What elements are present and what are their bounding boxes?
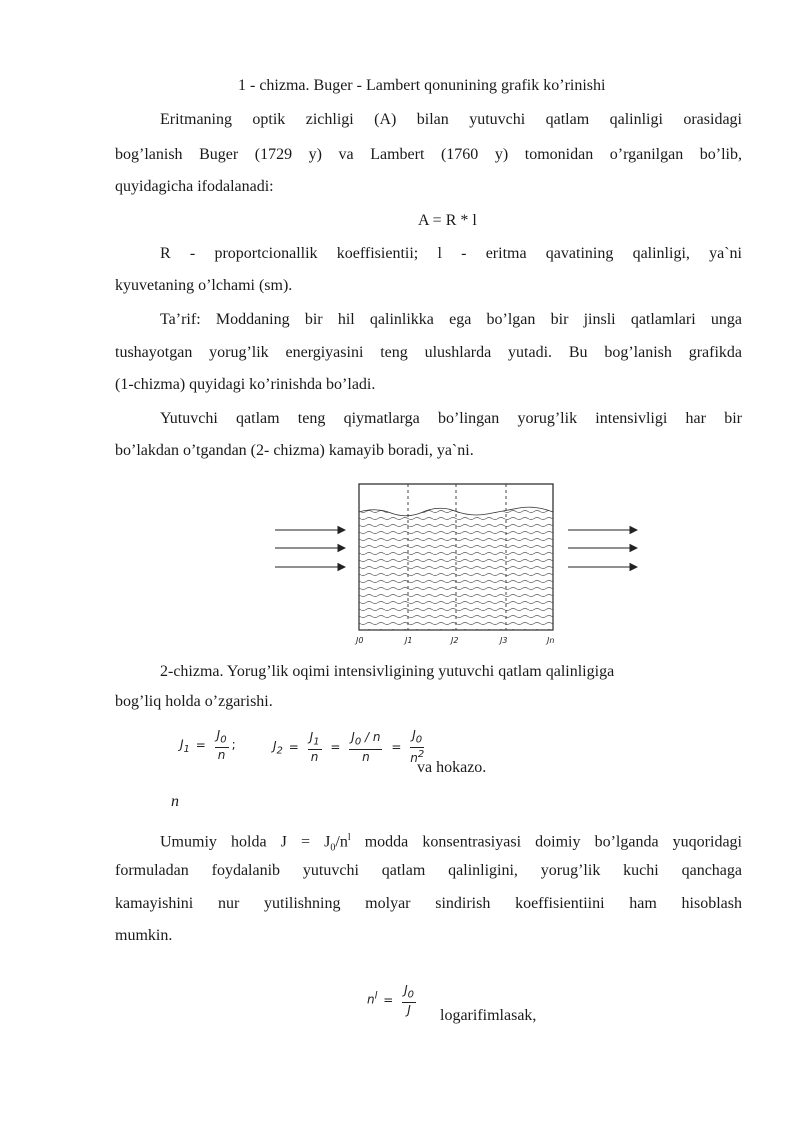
figure1-caption: 1 - chizma. Buger - Lambert qonunining grafik ko’rinishi: [238, 77, 606, 94]
para5-line2: formuladan foydalanib yutuvchi qatlam qalinligini, yorug’lik kuchi qanchaga: [115, 862, 742, 879]
para5-line4: mumkin.: [115, 927, 173, 944]
para4-line1: Yutuvchi qatlam teng qiymatlarga bo’lingan yorug’lik intensivligi har bir: [160, 410, 742, 427]
para1-line1: Eritmaning optik zichligi (A) bilan yutuvchi qatlam qalinligi orasidagi: [160, 111, 742, 128]
para3-line2: tushayotgan yorug’lik energiyasini teng ulushlarda yutadi. Bu bog’lanish grafikda: [115, 344, 742, 361]
absorption-layer-figure: [270, 480, 650, 650]
para3-line1: Ta’rif: Moddaning bir hil qalinlikka ega bo’lgan bir jinsli qatlamlari unga: [160, 311, 742, 328]
para4-line2: bo’lakdan o’tgandan (2- chizma) kamayib boradi, ya`ni.: [115, 442, 474, 459]
para5-line1: Umumiy holda $J = J_0/n^l$ modda konsentrasiyasi doimiy bo’lganda yuqoridagi: [160, 832, 743, 854]
para3-line3: (1-chizma) quyidagi ko’rinishda bo’ladi.: [115, 376, 376, 393]
va-hokazo-text: va hokazo.: [417, 759, 487, 776]
figure2-caption-line1: 2-chizma. Yorug’lik oqimi intensivligining yutuvchi qatlam qalinligiga: [160, 663, 615, 680]
para5-line3: kamayishini nur yutilishning molyar sindirish koeffisientiini ham hisoblash: [115, 895, 742, 912]
formula-j1: $J_1$ = $\frac{J_0}{n}$ ;: [180, 728, 236, 763]
logarifimlasak-text: logarifimlasak,: [440, 1007, 537, 1024]
para2-line2: kyuvetaning o’lchami (sm).: [115, 277, 293, 294]
label-jn: Jn: [547, 636, 555, 645]
para1-line3: quyidagicha ifodalanadi:: [115, 178, 274, 195]
para2-line1: R - proportcionallik koeffisientii; l - eritma qavatining qalinligi, ya`ni: [160, 245, 742, 262]
formula-n-power-l: $n^l$ = $\frac{J_0}{J}$: [367, 983, 415, 1018]
label-j1: J1: [405, 636, 413, 645]
formula-j2: $J_2$ = $\frac{J_1}{n}$ = $\frac{J_0 / n}{n}$ = $\frac{J_0}{n^2}$: [273, 728, 425, 766]
equation-a-r-l: A = R * l: [418, 212, 477, 229]
figure2-caption-line2: bog’liq holda o’zgarishi.: [115, 693, 273, 710]
stray-n: n: [171, 793, 179, 810]
label-j2: J2: [451, 636, 459, 645]
para1-line2: bog’lanish Buger (1729 y) va Lambert (1760 y) tomonidan o’rganilgan bo’lib,: [115, 146, 742, 163]
label-j3: J3: [500, 636, 508, 645]
label-j0: J0: [356, 636, 364, 645]
